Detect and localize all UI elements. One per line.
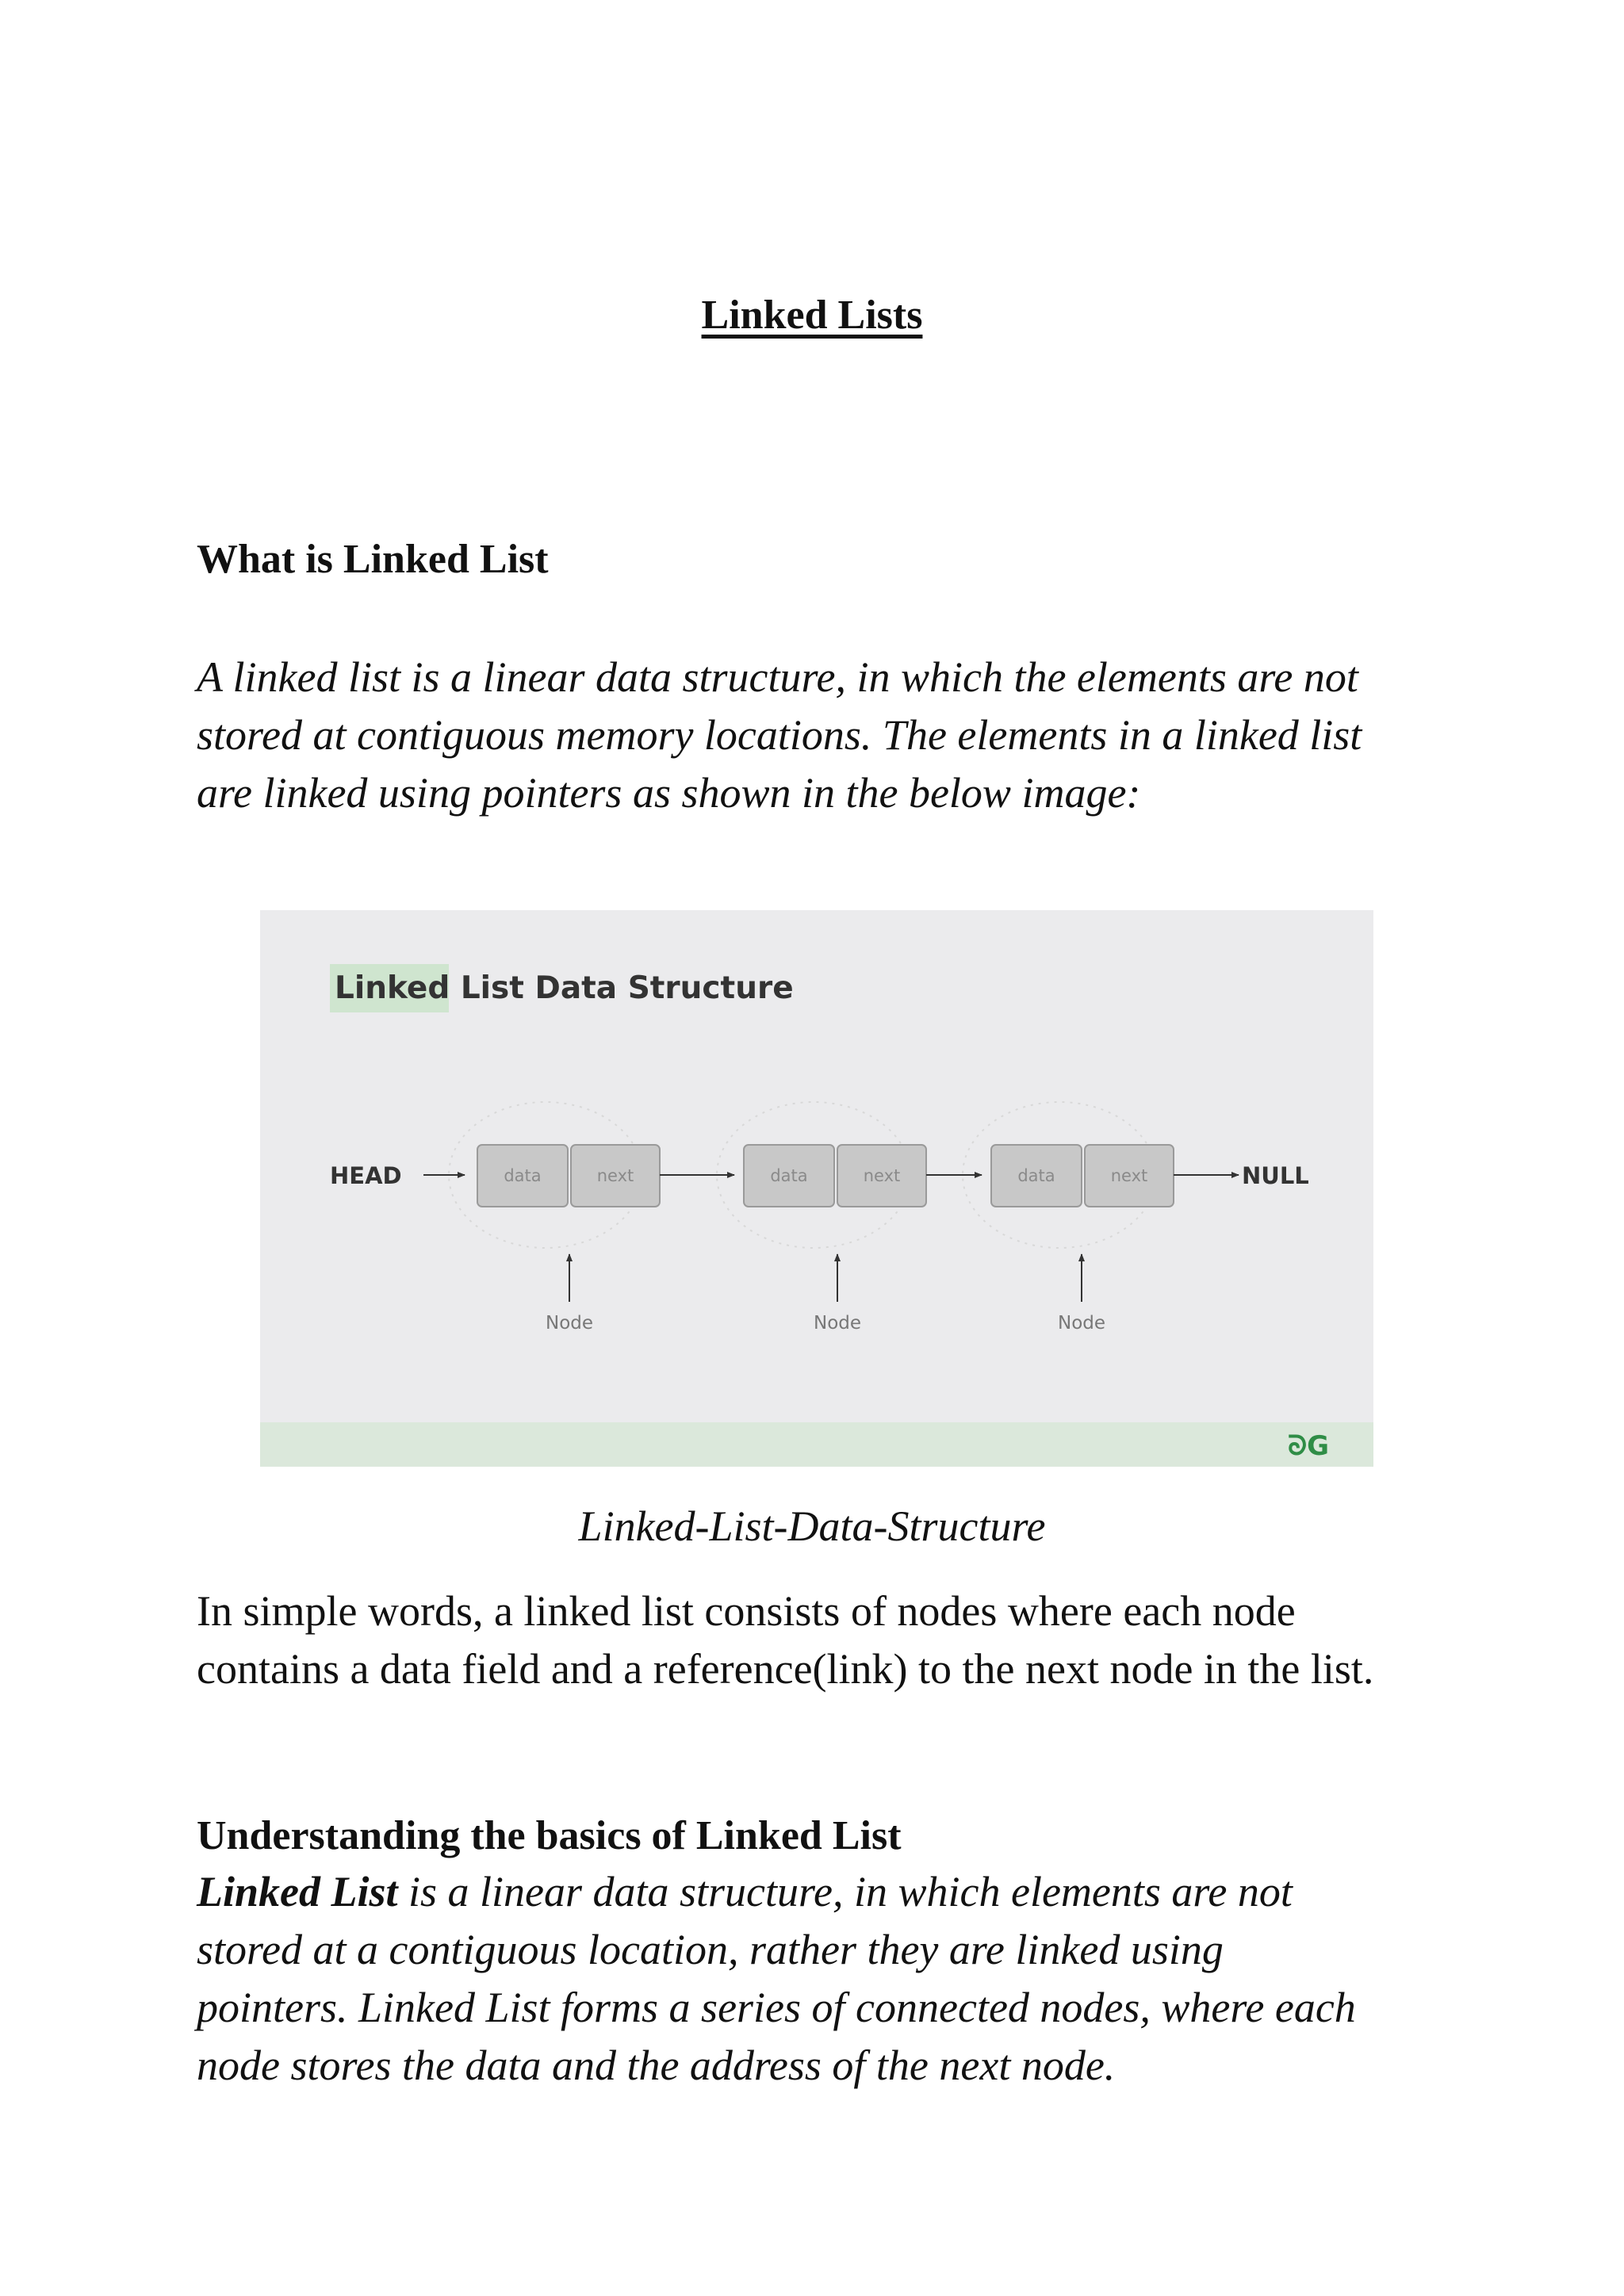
linked-list-diagram <box>260 910 1373 1467</box>
next-cell-label: next <box>596 1166 634 1185</box>
node-label: Node <box>813 1313 862 1334</box>
figure-caption: Linked-List-Data-Structure <box>578 1502 1046 1550</box>
intro-line: A linked list is a linear data structure, in which the elements are not <box>197 653 1358 701</box>
node-label: Node <box>1057 1313 1106 1334</box>
paragraph-line: contains a data field and a reference(link) to the next node in the list. <box>197 1645 1374 1693</box>
section-heading-what-is: What is Linked List <box>197 537 549 582</box>
data-cell-label: data <box>1017 1166 1055 1185</box>
lead-term: Linked List <box>197 1868 398 1915</box>
paragraph-line: stored at a contiguous location, rather they are linked using <box>197 1926 1224 1973</box>
lead-rest: is a linear data structure, in which elements are not <box>397 1868 1293 1915</box>
paragraph-line: In simple words, a linked list consists of nodes where each node <box>197 1587 1296 1635</box>
figure-footer-band <box>260 1422 1373 1467</box>
node-1 <box>449 1102 660 1334</box>
data-cell-label: data <box>770 1166 808 1185</box>
basics-paragraph <box>197 1863 1450 2095</box>
intro-line: stored at contiguous memory locations. The elements in a linked list <box>197 711 1362 759</box>
null-label: NULL <box>1242 1162 1309 1189</box>
node-2 <box>717 1102 926 1334</box>
figure-title: Linked List Data Structure <box>330 964 799 1012</box>
paragraph-line: pointers. Linked List forms a series of connected nodes, where each <box>197 1984 1356 2031</box>
paragraph-line: node stores the data and the address of the next node. <box>197 2042 1116 2089</box>
gfg-logo-icon: ᘐG <box>1288 1430 1329 1462</box>
section-heading-basics: Understanding the basics of Linked List <box>197 1813 902 1858</box>
next-cell-label: next <box>1110 1166 1148 1185</box>
linked-list-figure <box>260 910 1373 1467</box>
paragraph-line <box>197 1863 1450 1921</box>
page-title: Linked Lists <box>701 293 923 338</box>
data-cell-label: data <box>504 1166 542 1185</box>
intro-paragraph <box>197 649 1450 822</box>
simple-words-paragraph <box>197 1582 1450 1698</box>
next-cell-label: next <box>863 1166 901 1185</box>
node-label: Node <box>545 1313 594 1334</box>
intro-line: are linked using pointers as shown in the below image: <box>197 769 1141 817</box>
head-label: HEAD <box>330 1162 402 1189</box>
node-3 <box>963 1102 1174 1334</box>
